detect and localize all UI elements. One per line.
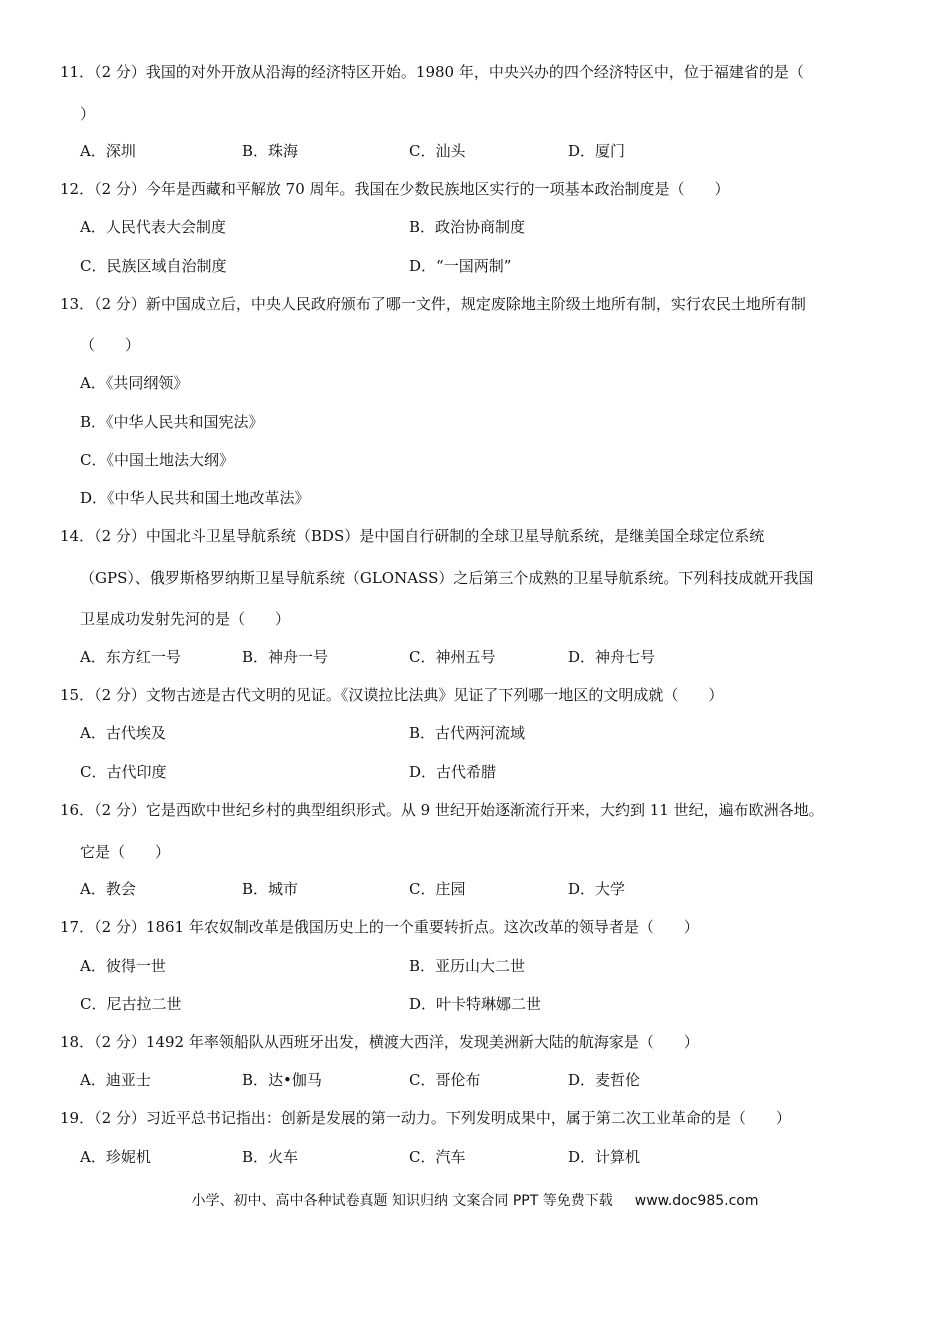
- question-15-stem: 15．（2 分）文物古迹是古代文明的见证。《汉谟拉比法典》见证了下列哪一地区的文明成就（ ）: [60, 686, 724, 704]
- question-18-option-b: B．达•伽马: [242, 1071, 322, 1089]
- question-11-option-c: C．汕头: [409, 142, 466, 160]
- question-14-option-c: C．神州五号: [409, 648, 496, 666]
- question-13-option-b: B．《中华人民共和国宪法》: [80, 413, 264, 431]
- page-footer: [0, 1191, 950, 1211]
- question-13-stem-cont: （ ）: [80, 336, 141, 354]
- question-16-option-a: A．教会: [80, 880, 136, 898]
- question-16-stem-cont: 它是（ ）: [80, 843, 171, 861]
- question-19-option-c: C．汽车: [409, 1148, 466, 1166]
- question-13-option-c: C．《中国土地法大纲》: [80, 451, 234, 469]
- question-13-stem: 13．（2 分）新中国成立后，中央人民政府颁布了哪一文件，规定废除地主阶级土地所有制，实行农民土地所有制: [60, 295, 806, 313]
- question-17-option-a: A．彼得一世: [80, 957, 166, 975]
- question-14-option-d: D．神舟七号: [568, 648, 656, 666]
- question-14-stem: 14．（2 分）中国北斗卫星导航系统（BDS）是中国自行研制的全球卫星导航系统，是继美国全球定位系统: [60, 527, 765, 545]
- footer-url[interactable]: www.doc985.com: [634, 1193, 759, 1209]
- question-19-option-d: D．计算机: [568, 1148, 641, 1166]
- question-17-option-d: D．叶卡特琳娜二世: [409, 995, 542, 1013]
- question-13-option-d: D．《中华人民共和国土地改革法》: [80, 489, 310, 507]
- question-14-stem-cont: （GPS）、俄罗斯格罗纳斯卫星导航系统（GLONASS）之后第三个成熟的卫星导航系统。下列科技成就开我国: [80, 569, 814, 587]
- question-16-stem: 16．（2 分）它是西欧中世纪乡村的典型组织形式。从 9 世纪开始逐渐流行开来，大约到 11 世纪，遍布欧洲各地。: [60, 801, 824, 819]
- question-19-stem: 19．（2 分）习近平总书记指出：创新是发展的第一动力。下列发明成果中，属于第二次工业革命的是（ ）: [60, 1109, 791, 1127]
- question-19-option-a: A．珍妮机: [80, 1148, 151, 1166]
- question-14-option-b: B．神舟一号: [242, 648, 329, 666]
- question-17-option-c: C．尼古拉二世: [80, 995, 182, 1013]
- question-15-option-b: B．古代两河流域: [409, 724, 526, 742]
- question-19-option-b: B．火车: [242, 1148, 299, 1166]
- question-15-option-a: A．古代埃及: [80, 724, 166, 742]
- question-12-option-c: C．民族区域自治制度: [80, 257, 227, 275]
- question-13-option-a: A．《共同纲领》: [80, 374, 189, 392]
- question-12-option-b: B．政治协商制度: [409, 218, 526, 236]
- question-11-option-a: A．深圳: [80, 142, 136, 160]
- question-14-stem-cont-2: 卫星成功发射先河的是（ ）: [80, 610, 291, 628]
- question-16-option-d: D．大学: [568, 880, 626, 898]
- question-16-option-c: C．庄园: [409, 880, 466, 898]
- question-11-stem-cont: ）: [80, 105, 96, 123]
- question-17-stem: 17．（2 分）1861 年农奴制改革是俄国历史上的一个重要转折点。这次改革的领导者是（ ）: [60, 918, 699, 936]
- question-18-option-a: A．迪亚士: [80, 1071, 151, 1089]
- question-17-option-b: B．亚历山大二世: [409, 957, 526, 975]
- question-15-option-d: D．古代希腊: [409, 763, 497, 781]
- question-16-option-b: B．城市: [242, 880, 299, 898]
- question-18-option-d: D．麦哲伦: [568, 1071, 641, 1089]
- question-12-option-a: A．人民代表大会制度: [80, 218, 226, 236]
- footer-text: 小学、初中、高中各种试卷真题 知识归纳 文案合同 PPT 等免费下载: [191, 1193, 613, 1209]
- question-11-option-b: B．珠海: [242, 142, 299, 160]
- question-15-option-c: C．古代印度: [80, 763, 167, 781]
- question-12-option-d: D．“一国两制”: [409, 257, 512, 275]
- question-12-stem: 12．（2 分）今年是西藏和平解放 70 周年。我国在少数民族地区实行的一项基本政治制度是（ ）: [60, 180, 730, 198]
- question-18-option-c: C．哥伦布: [409, 1071, 481, 1089]
- question-11-stem: 11．（2 分）我国的对外开放从沿海的经济特区开始。1980 年，中央兴办的四个经济特区中，位于福建省的是（: [60, 63, 804, 81]
- question-18-stem: 18．（2 分）1492 年率领船队从西班牙出发，横渡大西洋，发现美洲新大陆的航海家是（ ）: [60, 1033, 699, 1051]
- question-14-option-a: A．东方红一号: [80, 648, 181, 666]
- question-11-option-d: D．厦门: [568, 142, 626, 160]
